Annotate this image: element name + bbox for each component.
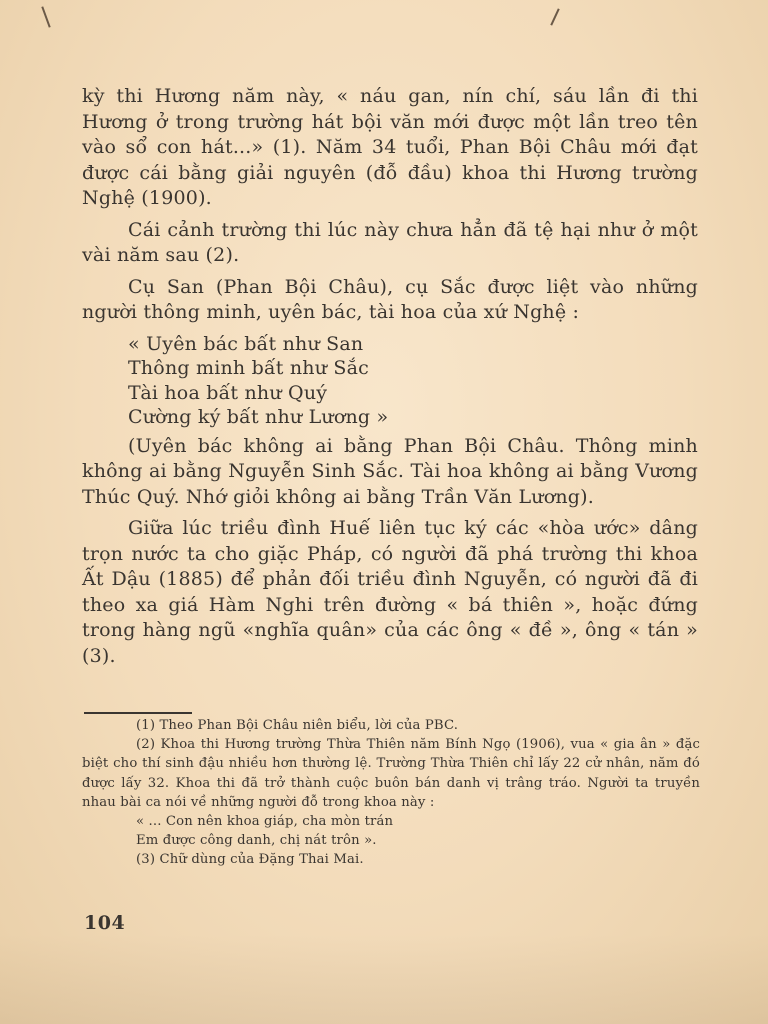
footnote: (3) Chữ dùng của Đặng Thai Mai.: [136, 852, 364, 868]
scan-mark: [41, 6, 50, 27]
scan-mark: [550, 8, 559, 25]
poem-line: « Uyên bác bất như San: [128, 332, 364, 355]
footnote-divider: [84, 712, 192, 714]
poem-line: Cường ký bất như Lương »: [128, 406, 389, 428]
poem-line: Thông minh bất như Sắc: [128, 357, 370, 379]
poem-line: Tài hoa bất như Quý: [128, 381, 328, 404]
poem: [128, 332, 698, 430]
paragraph: Cụ San (Phan Bội Châu), cụ Sắc được liệt vào những người thông minh, uyên bác, tài hoa của xứ Nghệ :: [82, 275, 698, 323]
paragraph: kỳ thi Hương năm này, « náu gan, nín chí, sáu lần đi thi Hương ở trong trường hát bội văn mới được một lần treo tên vào sổ con hát...» (1). Năm 34 tuổi, Phan Bội Châu mới đạt được cái bằng giải nguyên (đỗ đầu) khoa thi Hương trường Nghệ (1900).: [82, 85, 698, 209]
paragraph: Cái cảnh trường thi lúc này chưa hẳn đã tệ hại như ở một vài năm sau (2).: [82, 218, 698, 266]
footnote-verse: « ... Con nên khoa giáp, cha mòn trán: [136, 814, 394, 830]
paper-shading: [0, 934, 768, 1024]
footnote: (2) Khoa thi Hương trường Thừa Thiên năm Bính Ngọ (1906), vua « gia ân » đặc biệt cho thí sinh đậu nhiều hơn thường lệ. Trường Thừa Thiên chỉ lấy 22 cử nhân, năm đó được lấy 32. Khoa thi đã trở thành cuộc buôn bán danh vị trâng tráo. Người ta truyền nhau bài ca nói về những người đỗ trong khoa này :: [82, 737, 700, 810]
page-number: 104: [84, 912, 126, 934]
footnotes: [82, 716, 700, 870]
footnote: (1) Theo Phan Bội Châu niên biểu, lời của PBC.: [136, 718, 459, 733]
paragraph: (Uyên bác không ai bằng Phan Bội Châu. Thông minh không ai bằng Nguyễn Sinh Sắc. Tài hoa không ai bằng Vương Thúc Quý. Nhớ giỏi không ai bằng Trần Văn Lương).: [82, 434, 698, 508]
main-text: [82, 84, 698, 675]
footnote-verse: Em được công danh, chị nát trôn ».: [136, 833, 377, 849]
paragraph: Giữa lúc triều đình Huế liên tục ký các «hòa ước» dâng trọn nước ta cho giặc Pháp, có người đã phá trường thi khoa Ất Dậu (1885) để phản đối triều đình Nguyễn, có người đã đi theo xa giá Hàm Nghi trên đường « bá thiên », hoặc đứng trong hàng ngũ «nghĩa quân» của các ông « đề », ông « tán » (3).: [82, 517, 698, 667]
